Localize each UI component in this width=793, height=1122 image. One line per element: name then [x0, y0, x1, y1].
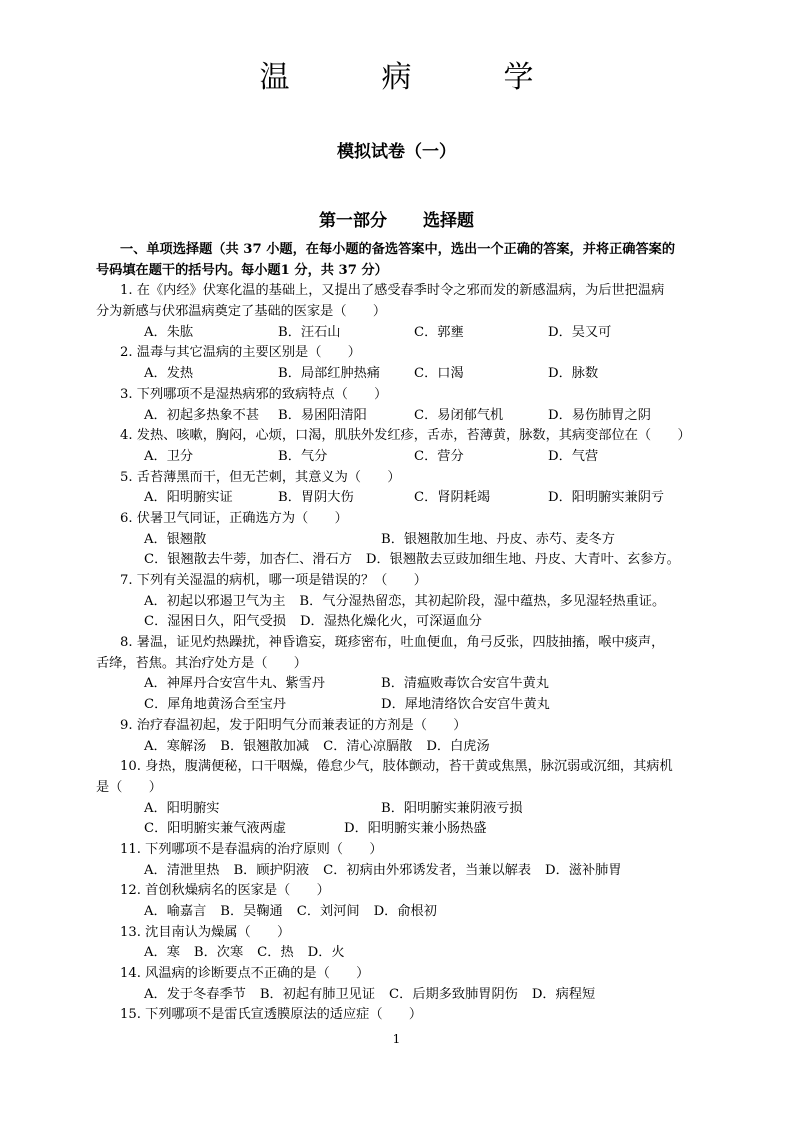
- option: B．顾护阴液: [233, 862, 310, 878]
- answer-options: [96, 985, 706, 1006]
- answer-options: [96, 674, 706, 695]
- option: A．清泄里热: [144, 862, 220, 878]
- answer-options: [96, 592, 706, 613]
- option: B．吴鞠通: [220, 904, 283, 919]
- option: C．热: [257, 945, 294, 961]
- option: C．肾阴耗竭: [414, 490, 491, 506]
- option: B．汪石山: [278, 324, 341, 340]
- option: A．寒解汤: [144, 738, 207, 754]
- option: D．俞根初: [373, 904, 437, 919]
- option: B．气分湿热留恋，其初起阶段，湿中蕴热，多见湿轻热重证。: [299, 593, 666, 609]
- section-instructions-cont: 号码填在题干的括号内。每小题1 分，共 37 分）: [96, 262, 388, 278]
- answer-options: [96, 406, 706, 427]
- option: C．郭壅: [414, 324, 464, 340]
- option: C．阳明腑实兼气液两虚: [144, 821, 286, 837]
- answer-options: [96, 861, 706, 882]
- option: D．银翘散去豆豉加细生地、丹皮、大青叶、玄参方。: [365, 552, 680, 568]
- option: A．神犀丹合安宫牛丸、紫雪丹: [144, 676, 325, 692]
- option: D．湿热化燥化火，可深逼血分: [299, 614, 482, 630]
- option: A．阳明腑实证: [144, 490, 233, 506]
- option: A．初起以邪遏卫气为主: [144, 593, 286, 609]
- answer-options: [96, 695, 706, 716]
- question-stem: 14. 风温病的诊断要点不正确的是（ ）: [120, 966, 370, 982]
- option: B．气分: [278, 448, 328, 464]
- option: B．易困阳清阳: [278, 407, 367, 423]
- option: C．易闭郁气机: [414, 407, 504, 423]
- question-stem: 9. 治疗春温初起，发于阳明气分而兼表证的方剂是（ ）: [120, 717, 467, 733]
- answer-options: [96, 488, 706, 509]
- question-stem: 12. 首创秋燥病名的医家是（ ）: [120, 883, 330, 899]
- answer-options: [96, 364, 706, 385]
- option: C．湿困日久，阳气受损: [144, 614, 286, 630]
- question-stem: 3. 下列哪项不是湿热病邪的致病特点（ ）: [120, 386, 388, 402]
- option: A．银翘散: [144, 531, 207, 547]
- option: D．脉数: [548, 366, 599, 382]
- question-list: [96, 240, 706, 1026]
- answer-options: [96, 799, 706, 820]
- answer-options: [96, 737, 706, 758]
- option: C．清心凉膈散: [323, 738, 413, 754]
- option: B．初起有肺卫见证: [259, 986, 376, 1002]
- option: B．局部红肿热痛: [278, 366, 381, 382]
- option: C．口渴: [414, 366, 464, 382]
- answer-options: [96, 612, 706, 633]
- question-stem: 8. 暑温，证见灼热躁扰，神昏谵妄，斑疹密布，吐血便血，角弓反张，四肢抽搐，喉中痰声，: [120, 635, 665, 651]
- answer-options: [96, 819, 706, 840]
- answer-options: [96, 902, 706, 923]
- option: B．胃阴大伤: [278, 490, 354, 506]
- option: D．阳明腑实兼阴亏: [548, 490, 665, 506]
- question-stem: 7. 下列有关湿温的病机，哪一项是错误的？（ ）: [120, 573, 427, 588]
- option: D．易伤肺胃之阴: [548, 407, 651, 423]
- option: B．清瘟败毒饮合安宫牛黄丸: [381, 676, 549, 692]
- option: C．后期多致肺胃阴伤: [389, 986, 518, 1002]
- option: C．初病由外邪诱发者，当兼以解表: [323, 862, 532, 878]
- section-instructions: 一、单项选择题（共 37 小题，在每小题的备选答案中，选出一个正确的答案，并将正确答案的: [120, 242, 676, 257]
- question-stem: 6. 伏暑卫气同证，正确选方为（ ）: [120, 510, 348, 526]
- option: D．白虎汤: [426, 738, 490, 754]
- question-stem: 10. 身热，腹满便秘，口干咽燥，倦怠少气，肢体颤动，苔干黄或焦黑，脉沉弱或沉细，其病机: [120, 759, 673, 775]
- question-stem: 4. 发热、咳嗽，胸闷，心烦，口渴，肌肤外发红疹，舌赤，苔薄黄，脉数，其病变部位在（ ）: [120, 428, 691, 444]
- option: B．次寒: [193, 945, 244, 961]
- answer-options: [96, 943, 706, 964]
- answer-options: [96, 323, 706, 344]
- option: B．阳明腑实兼阴液亏损: [381, 800, 523, 816]
- question-stem: 5. 舌苔薄黑而干，但无芒刺，其意义为（ ）: [120, 469, 401, 485]
- option: A．朱肱: [144, 324, 194, 340]
- option: A．卫分: [144, 448, 194, 464]
- option: C．刘河间: [296, 904, 360, 919]
- question-stem-cont: 分为新感与伏邪温病奠定了基础的医家是（ ）: [96, 304, 387, 320]
- question-stem: 2. 温毒与其它温病的主要区别是（ ）: [120, 345, 361, 361]
- option: B．银翘散加生地、丹皮、赤芍、麦冬方: [381, 531, 615, 547]
- option: A．阳明腑实: [144, 800, 220, 816]
- option: D．病程短: [531, 986, 596, 1002]
- option: A．初起多热象不甚: [144, 407, 260, 423]
- option: D．气营: [548, 448, 599, 464]
- question-stem: 15. 下列哪项不是雷氏宣透膜原法的适应症（ ）: [120, 1007, 423, 1023]
- option: D．阳明腑实兼小肠热盛: [344, 821, 487, 837]
- option: D．火: [307, 945, 345, 961]
- option: A．发于冬春季节: [144, 986, 246, 1002]
- question-stem-cont: 舌绛，苔焦。其治疗处方是（ ）: [96, 655, 307, 671]
- option: C．营分: [414, 448, 464, 464]
- option: B．银翘散加减: [220, 738, 310, 754]
- question-stem-cont: 是（ ）: [96, 779, 162, 795]
- option: C．犀角地黄汤合至宝丹: [144, 697, 286, 713]
- part-heading: 第一部分 选择题: [319, 211, 474, 231]
- question-stem: 1. 在《内经》伏寒化温的基础上，又提出了感受春季时令之邪而发的新感温病，为后世把温病: [120, 283, 665, 299]
- option: A．发热: [144, 366, 194, 382]
- option: A．喻嘉言: [144, 904, 207, 919]
- option: C．银翘散去牛蒡，加杏仁、滑石方: [144, 552, 352, 568]
- option: D．滋补肺胃: [545, 862, 622, 878]
- answer-options: [96, 550, 706, 571]
- question-stem: 11. 下列哪项不是春温病的治疗原则（ ）: [120, 841, 383, 857]
- exam-subtitle: 模拟试卷（一）: [337, 142, 456, 162]
- answer-options: [96, 447, 706, 468]
- page-number: 1: [392, 1032, 401, 1046]
- question-stem: 13. 沈目南认为燥属（ ）: [120, 924, 291, 940]
- option: A．寒: [144, 945, 180, 961]
- option: D．吴又可: [548, 324, 612, 340]
- answer-options: [96, 530, 706, 551]
- option: D．犀地清络饮合安宫牛黄丸: [381, 697, 550, 713]
- document-title: 温 病 学: [259, 60, 534, 95]
